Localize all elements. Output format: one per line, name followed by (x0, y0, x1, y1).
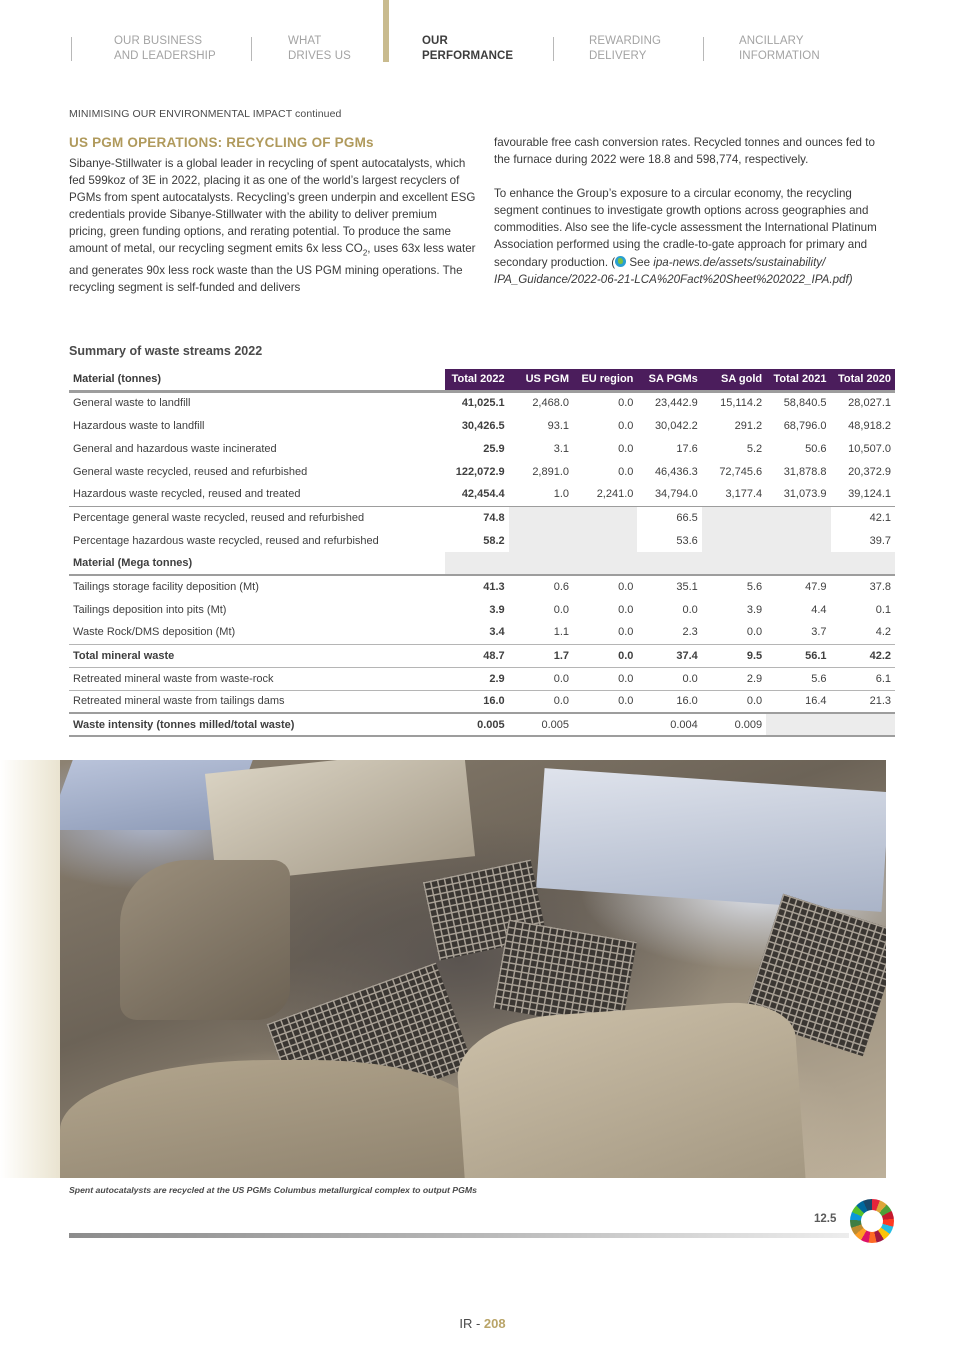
row-label: Tailings storage facility deposition (Mt) (69, 575, 445, 598)
cell-total-2022: 58.2 (483, 534, 505, 547)
cell-sa-pgms: 0.004 (637, 713, 701, 736)
cell-total-2021: 31,073.9 (783, 488, 827, 501)
cell-us-pgm (509, 506, 573, 529)
cell-sa-gold: 9.5 (702, 644, 766, 667)
column-header-sa-pgms: SA PGMs (637, 369, 701, 391)
nav-divider (703, 37, 704, 61)
cell-sa-gold: 3,177.4 (725, 488, 763, 501)
cell-empty (702, 552, 766, 575)
table-row (69, 483, 895, 506)
cell-us-pgm: 1.7 (509, 644, 573, 667)
cell-sa-gold: 5.2 (746, 442, 763, 455)
cell-total-2022: 122,072.9 (455, 465, 505, 478)
cell-sa-gold: 0.0 (702, 690, 766, 713)
sdg-target-label: 12.5 (814, 1213, 837, 1225)
nav-item-our-business[interactable] (114, 34, 216, 64)
nav-item-ancillary-information[interactable] (739, 34, 820, 64)
cell-total-2021 (766, 713, 830, 736)
page-number-value: 208 (483, 1316, 506, 1331)
cell-empty (637, 552, 701, 575)
page-number (0, 1316, 965, 1331)
cell-total-2021: 68,796.0 (783, 419, 827, 432)
section-kicker: MINIMISING OUR ENVIRONMENTAL IMPACT continued (69, 108, 342, 120)
section-navigation (0, 0, 965, 70)
nav-divider (251, 37, 252, 61)
cell-eu-region: 0.0 (573, 667, 637, 690)
nav-item-label-line1: ANCILLARY (739, 35, 804, 47)
cell-total-2021: 50.6 (805, 442, 827, 455)
cell-sa-pgms: 53.6 (676, 534, 698, 547)
footer-divider-bar (69, 1233, 849, 1238)
table-row (69, 690, 895, 713)
paragraph-text: Sibanye-Stillwater is a global leader in recycling of spent autocatalysts, which fed 599koz of 3E in 2022, placing it as one of the world’s largest recyclers of PGMs from spent autocatalysts. Recycling’s green underpin and excellent ESG credentials provide Sibanye-Stillwater with the ability to deliver premium pricing, green funding options, and rerating potential. To produce the same amount of metal, our recycling segment emits 6x less CO (69, 157, 476, 256)
cell-total-2021: 47.9 (766, 575, 830, 598)
column-header-sa-gold: SA gold (702, 369, 766, 391)
cell-sa-gold (702, 529, 766, 552)
column-header-material: Material (tonnes) (69, 369, 445, 391)
cell-total-2020: 42.1 (831, 506, 895, 529)
cell-total-2022: 16.0 (445, 690, 508, 713)
photo-shard (120, 860, 290, 1020)
cell-sa-pgms: 37.4 (637, 644, 701, 667)
nav-item-what-drives-us[interactable] (288, 34, 351, 64)
cell-total-2020: 21.3 (831, 690, 895, 713)
section-title: US PGM OPERATIONS: RECYCLING OF PGMs (69, 135, 374, 150)
cell-sa-gold: 3.9 (746, 603, 763, 616)
table-row (69, 437, 895, 460)
cell-eu-region: 0.0 (618, 442, 634, 455)
cell-total-2022: 25.9 (483, 442, 505, 455)
subheader-label: Material (Mega tonnes) (73, 557, 193, 569)
nav-divider (71, 37, 72, 61)
table-row-intensity (69, 713, 895, 736)
cell-sa-pgms: 0.0 (637, 667, 701, 690)
cell-total-2022: 42,454.4 (461, 488, 505, 501)
co2-subscript: 2 (362, 248, 368, 258)
cell-total-2021: 58,840.5 (783, 397, 827, 410)
cell-total-2022: 41,025.1 (461, 397, 505, 410)
cell-total-2020: 20,372.9 (848, 465, 891, 478)
cell-sa-pgms: 46,436.3 (654, 465, 698, 478)
cell-eu-region: 2,241.0 (596, 488, 634, 501)
globe-web-link-icon (615, 256, 626, 267)
cell-sa-pgms: 35.1 (637, 575, 701, 598)
cell-total-2021: 4.4 (811, 603, 827, 616)
cell-us-pgm (509, 529, 573, 552)
autocatalyst-photo (60, 760, 886, 1178)
cell-sa-gold: 0.009 (702, 713, 766, 736)
row-label: Percentage hazardous waste recycled, reused and refurbished (73, 534, 379, 547)
cell-sa-gold: 291.2 (734, 419, 763, 432)
cell-total-2021: 56.1 (766, 644, 830, 667)
table-header-row (69, 369, 895, 391)
table-row (69, 529, 895, 552)
nav-item-label-line1: WHAT (288, 35, 322, 47)
cell-total-2020 (831, 713, 895, 736)
cell-eu-region: 0.0 (618, 626, 634, 639)
nav-item-our-performance[interactable] (422, 34, 513, 64)
cell-sa-pgms: 23,442.9 (654, 397, 698, 410)
cell-total-2021 (766, 506, 830, 529)
column-header-us-pgm: US PGM (509, 369, 573, 391)
cell-total-2020: 28,027.1 (848, 397, 891, 410)
cell-eu-region: 0.0 (573, 575, 637, 598)
cell-eu-region (573, 713, 637, 736)
cell-eu-region: 0.0 (618, 465, 634, 478)
cell-eu-region: 0.0 (618, 603, 634, 616)
nav-item-label-line2: INFORMATION (739, 50, 820, 62)
cell-sa-gold: 2.9 (702, 667, 766, 690)
cell-total-2020: 6.1 (831, 667, 895, 690)
nav-item-label-line2: DELIVERY (589, 50, 647, 62)
cell-total-2021: 5.6 (766, 667, 830, 690)
cell-total-2022: 0.005 (445, 713, 508, 736)
nav-item-label-line1: REWARDING (589, 35, 662, 47)
cell-total-2020: 37.8 (831, 575, 895, 598)
cell-us-pgm: 0.0 (509, 667, 573, 690)
cell-sa-pgms: 34,794.0 (654, 488, 698, 501)
cell-sa-gold: 72,745.6 (719, 465, 763, 478)
table-row (69, 575, 895, 598)
cell-total-2020: 4.2 (875, 626, 891, 639)
nav-item-rewarding-delivery[interactable] (589, 34, 661, 64)
row-label: Total mineral waste (69, 644, 445, 667)
cell-eu-region: 0.0 (618, 419, 634, 432)
cell-total-2022: 3.9 (489, 603, 505, 616)
cell-sa-pgms: 30,042.2 (654, 419, 698, 432)
cell-sa-pgms: 16.0 (637, 690, 701, 713)
cell-total-2020: 48,918.2 (848, 419, 891, 432)
cell-us-pgm: 3.1 (553, 442, 570, 455)
cell-eu-region: 0.0 (618, 397, 634, 410)
cell-sa-pgms: 66.5 (637, 506, 701, 529)
row-label: Percentage general waste recycled, reused and refurbished (69, 506, 445, 529)
nav-active-indicator (383, 0, 389, 62)
cell-us-pgm: 93.1 (547, 419, 570, 432)
table-subheader-row (69, 552, 895, 575)
cell-us-pgm: 2,468.0 (532, 397, 570, 410)
nav-item-label-line2: AND LEADERSHIP (114, 50, 216, 62)
nav-item-label-line2: PERFORMANCE (422, 50, 514, 62)
paragraph-with-link (494, 185, 894, 288)
photo-caption: Spent autocatalysts are recycled at the US PGMs Columbus metallurgical complex to output PGMs (69, 1185, 477, 1195)
cell-sa-pgms: 0.0 (682, 603, 698, 616)
cell-empty (509, 552, 573, 575)
cell-total-2020: 42.2 (831, 644, 895, 667)
nav-item-label-line2: DRIVES US (288, 50, 351, 62)
table-row (69, 506, 895, 529)
nav-item-label-line1: OUR BUSINESS (114, 35, 203, 47)
cell-total-2020: 10,507.0 (848, 442, 891, 455)
row-label: General waste recycled, reused and refurbished (73, 465, 308, 478)
body-column-left (69, 155, 477, 296)
column-header-total-2022: Total 2022 (445, 369, 508, 391)
photo-shard (536, 768, 886, 912)
cell-total-2022: 2.9 (445, 667, 508, 690)
nav-item-label-line1: OUR (422, 35, 448, 47)
cell-eu-region (573, 529, 637, 552)
cell-total-2022: 74.8 (445, 506, 508, 529)
cell-total-2022: 3.4 (489, 626, 505, 639)
row-label: Retreated mineral waste from waste-rock (69, 667, 445, 690)
cell-total-2022: 41.3 (445, 575, 508, 598)
cell-sa-gold: 0.0 (746, 626, 763, 639)
cell-us-pgm: 0.0 (553, 603, 570, 616)
cell-us-pgm: 0.6 (509, 575, 573, 598)
sdg-wheel-icon (850, 1199, 894, 1243)
body-column-right (494, 134, 894, 288)
column-header-total-2020: Total 2020 (831, 369, 895, 391)
table-row (69, 667, 895, 690)
nav-divider (553, 37, 554, 61)
table-row (69, 598, 895, 621)
row-label: Hazardous waste recycled, reused and treated (73, 488, 301, 501)
cell-empty (831, 552, 895, 575)
cell-us-pgm: 1.0 (553, 488, 570, 501)
photo-shard (454, 998, 806, 1178)
row-label: Tailings deposition into pits (Mt) (73, 603, 227, 616)
table-title: Summary of waste streams 2022 (69, 344, 263, 358)
cell-sa-gold: 15,114.2 (720, 397, 763, 410)
row-label: Hazardous waste to landfill (73, 419, 205, 432)
paragraph-text: favourable free cash conversion rates. Recycled tonnes and ounces fed to the furnace during 2022 were 18.8 and 598,774, respectively. (494, 136, 875, 167)
cell-us-pgm: 0.005 (509, 713, 573, 736)
cell-eu-region: 0.0 (573, 690, 637, 713)
column-header-eu-region: EU region (573, 369, 637, 391)
cell-us-pgm: 2,891.0 (532, 465, 570, 478)
cell-sa-pgms: 17.6 (676, 442, 698, 455)
paragraph-text: To enhance the Group’s exposure to a circular economy, the recycling segment continues to investigate growth options across geographies and commodities. Also see the life-cycle assessment the International Platinum Association performed using the cradle-to-gate approach for primary and secondary production. ( (494, 187, 877, 269)
photo-edge-gradient (0, 760, 60, 1178)
cell-us-pgm: 0.0 (509, 690, 573, 713)
table-row (69, 621, 895, 644)
cell-eu-region (573, 506, 637, 529)
waste-streams-table (69, 369, 895, 737)
cell-empty (573, 552, 637, 575)
cell-total-2020: 0.1 (875, 603, 891, 616)
row-label: Waste Rock/DMS deposition (Mt) (73, 626, 236, 639)
page-number-prefix: IR - (459, 1316, 484, 1331)
cell-total-2022: 48.7 (445, 644, 508, 667)
row-label: Waste intensity (tonnes milled/total waste) (69, 713, 445, 736)
cell-empty (766, 552, 830, 575)
cell-us-pgm: 1.1 (553, 626, 570, 639)
external-link-ipa-lca[interactable]: ipa-news.de/assets/sustainability/ IPA_Guidance/2022-06-21-LCA%20Fact%20Sheet%202022_IPA.pdf) (494, 255, 853, 286)
link-prefix: See (626, 255, 654, 269)
cell-total-2020: 39,124.1 (848, 488, 891, 501)
row-label: General and hazardous waste incinerated (73, 442, 277, 455)
cell-total-2021: 16.4 (766, 690, 830, 713)
column-header-total-2021: Total 2021 (766, 369, 830, 391)
table-row (69, 460, 895, 483)
cell-total-2022: 30,426.5 (461, 419, 505, 432)
cell-eu-region: 0.0 (573, 644, 637, 667)
cell-sa-gold: 5.6 (702, 575, 766, 598)
paragraph-text: , uses 63x less water and generates 90x less rock waste than the US PGM mining operations. The recycling segment is self-funded and delivers (69, 242, 476, 294)
table-row (69, 414, 895, 437)
cell-total-2020: 39.7 (869, 534, 891, 547)
cell-total-2021: 3.7 (811, 626, 827, 639)
cell-empty (445, 552, 508, 575)
row-label: Retreated mineral waste from tailings dams (69, 690, 445, 713)
table-row-total (69, 644, 895, 667)
row-label: General waste to landfill (73, 397, 191, 410)
cell-sa-pgms: 2.3 (682, 626, 698, 639)
cell-sa-gold (702, 506, 766, 529)
cell-total-2021: 31,878.8 (783, 465, 827, 478)
photo-shard (60, 1060, 480, 1178)
table-row (69, 391, 895, 414)
cell-total-2021 (766, 529, 830, 552)
